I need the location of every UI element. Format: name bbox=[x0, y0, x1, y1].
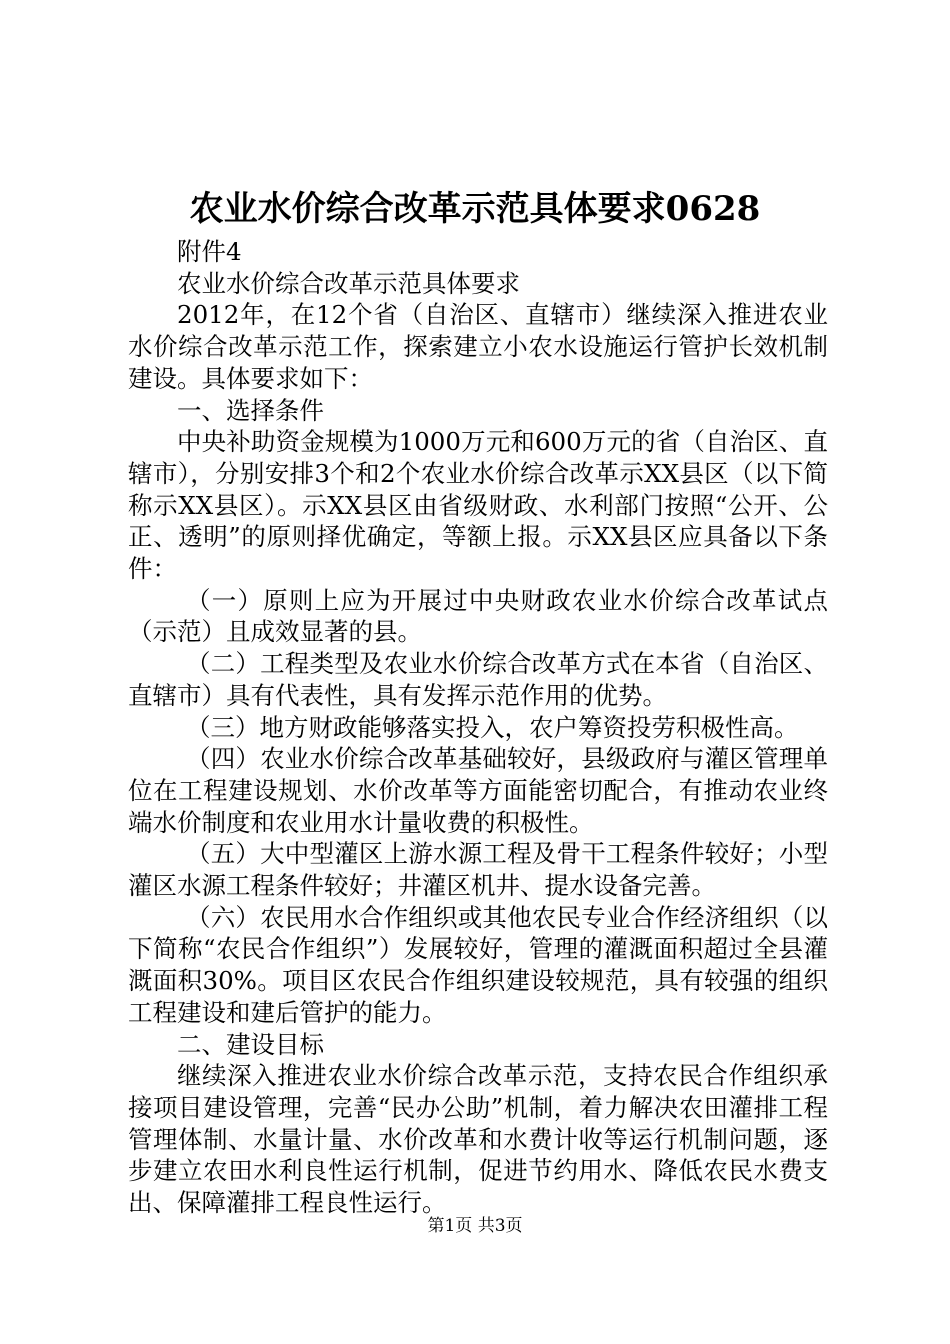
condition-5: （五）大中型灌区上游水源工程及骨干工程条件较好；小型灌区水源工程条件较好；井灌区机井、提水设备完善。 bbox=[128, 839, 828, 901]
intro-paragraph: 2012年，在12个省（自治区、直辖市）继续深入推进农业水价综合改革示范工作，探索建立小农水设施运行管护长效机制建设。具体要求如下： bbox=[128, 300, 828, 393]
condition-4: （四）农业水价综合改革基础较好，县级政府与灌区管理单位在工程建设规划、水价改革等方面能密切配合，有推动农业终端水价制度和农业用水计量收费的积极性。 bbox=[128, 744, 828, 837]
condition-2: （二）工程类型及农业水价综合改革方式在本省（自治区、直辖市）具有代表性，具有发挥示范作用的优势。 bbox=[128, 649, 828, 710]
section-heading-2: 二、建设目标 bbox=[177, 1029, 324, 1059]
attachment-label: 附件4 bbox=[177, 237, 242, 266]
page-footer: 第1页 共3页 bbox=[427, 1216, 523, 1236]
document-title: 农业水价综合改革示范具体要求0628 bbox=[189, 189, 761, 229]
subtitle: 农业水价综合改革示范具体要求 bbox=[177, 268, 520, 298]
condition-3: （三）地方财政能够落实投入，农户筹资投劳积极性高。 bbox=[186, 712, 799, 742]
document-body bbox=[128, 236, 828, 1219]
condition-1: （一）原则上应为开展过中央财政农业水价综合改革试点（示范）且成效显著的县。 bbox=[128, 585, 828, 647]
section-heading-1: 一、选择条件 bbox=[177, 395, 324, 425]
paragraph-goals: 继续深入推进农业水价综合改革示范，支持农民合作组织承接项目建设管理，完善“民办公助”机制，着力解决农田灌排工程管理体制、水量计量、水价改革和水费计收等运行机制问题，逐步建立农田水利良性运行机制，促进节约用水、降低农民水费支出、保障灌排工程良性运行。 bbox=[128, 1061, 828, 1218]
condition-6: （六）农民用水合作组织或其他农民专业合作经济组织（以下简称“农民合作组织”）发展较好，管理的灌溉面积超过全县灌溉面积30%。项目区农民合作组织建设较规范，具有较强的组织工程建设和建后管护的能力。 bbox=[128, 902, 828, 1027]
paragraph-selection: 中央补助资金规模为1000万元和600万元的省（自治区、直辖市），分别安排3个和2个农业水价综合改革示XX县区（以下简称示XX县区）。示XX县区由省级财政、水利部门按照“公开、公正、透明”的原则择优确定，等额上报。示XX县区应具备以下条件： bbox=[128, 427, 828, 584]
